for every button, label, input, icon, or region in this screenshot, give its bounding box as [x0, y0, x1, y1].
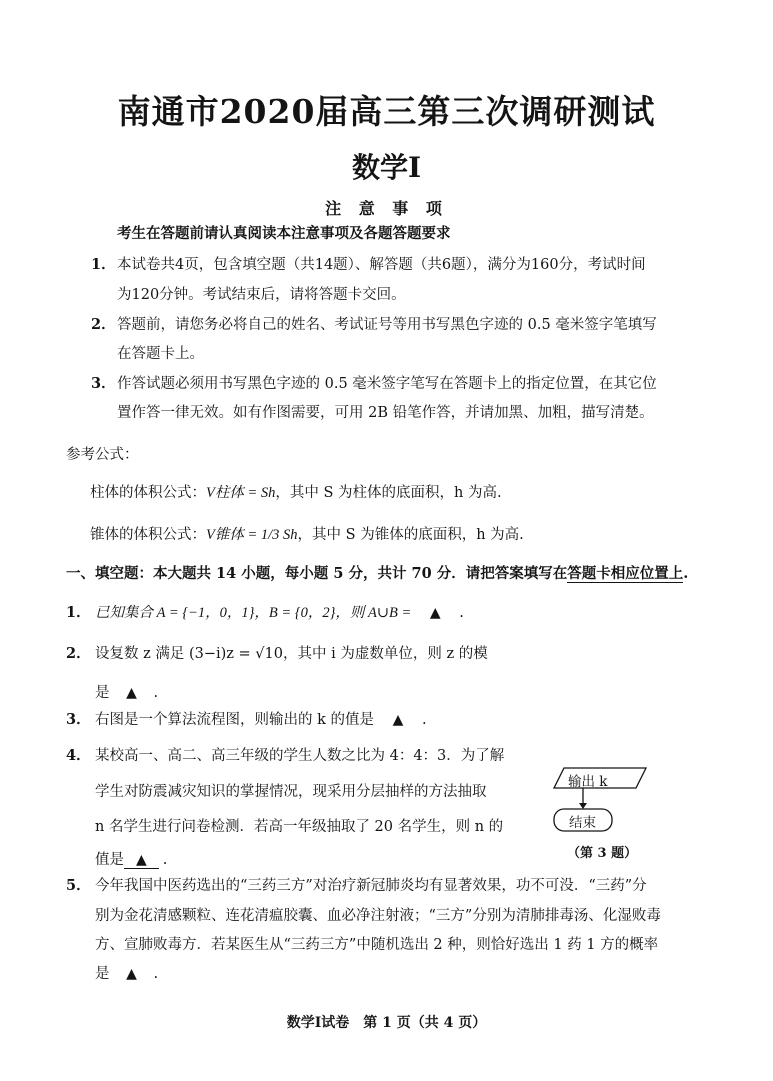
note-3-number: 3．	[91, 375, 116, 392]
q4-line-2: 学生对防震减灾知识的掌握情况，现采用分层抽样的方法抽取	[95, 784, 487, 800]
q2-answer-blank: ▲	[126, 685, 137, 701]
q1-number: 1．	[66, 604, 91, 621]
note-1-line-1: 本试卷共4页，包含填空题（共14题）、解答题（共6题），满分为160分，考试时间	[117, 257, 646, 273]
q3-number: 3．	[66, 711, 91, 728]
q1-answer-blank: ▲	[429, 605, 441, 621]
q2-text: 设复数 z 满足 (3−i)z = √10，其中 i 为虚数单位，则 z 的模	[95, 646, 488, 662]
flowchart-end-label: 结束	[569, 815, 596, 831]
cylinder-formula-line	[90, 481, 502, 502]
q3-end: .	[422, 712, 427, 728]
page-footer: 数学Ⅰ试卷 第 1 页（共 4 页）	[286, 1015, 487, 1031]
q1-text: 已知集合 A = {−1，0，1}，B = {0，2}，则 A∪B =	[95, 605, 412, 621]
section-1-heading-end: .	[683, 565, 689, 582]
q2-number: 2．	[66, 645, 91, 662]
section-1-heading-underlined: 答题卡相应位置上	[567, 565, 684, 582]
section-1-heading-prefix: 一、填空题：本大题共 14 小题，每小题 5 分，共计 70 分．请把答案填写在	[66, 565, 568, 582]
notice-heading: 注 意 事 项	[325, 199, 448, 218]
q2-end: .	[153, 685, 159, 701]
instruction-line: 考生在答题前请认真阅读本注意事项及各题答题要求	[117, 225, 451, 242]
q3-text: 右图是一个算法流程图，则输出的 k 的值是	[95, 712, 375, 728]
q1-end: .	[459, 605, 464, 621]
q2-line-2	[95, 681, 158, 702]
flowchart-output-label: 输出 k	[568, 774, 608, 790]
q5-number: 5．	[66, 877, 91, 894]
q4-line-3: n 名学生进行问卷检测．若高一年级抽取了 20 名学生，则 n 的	[95, 819, 504, 835]
page-title: 南通市2020届高三第三次调研测试	[117, 92, 656, 131]
cone-formula: V锥体 = 1/3 Sh	[206, 527, 298, 543]
cone-formula-line	[90, 523, 524, 544]
note-1-number: 1．	[91, 256, 116, 273]
subject-title: 数学Ⅰ	[351, 151, 422, 184]
section-1-heading	[66, 562, 688, 583]
note-2-line-2: 在答题卡上。	[117, 346, 204, 362]
q3-answer-blank: ▲	[392, 712, 404, 728]
note-3-line-2: 置作答一律无效。如有作图需要，可用 2B 铅笔作答，并请加黑、加粗，描写清楚。	[117, 405, 654, 421]
note-3-line-1: 作答试题必须用书写黑色字迹的 0.5 毫米签字笔写在答题卡上的指定位置，在其它位	[117, 376, 657, 392]
cone-formula-suffix: ，其中 S 为锥体的底面积，h 为高.	[297, 527, 524, 543]
q1-line	[95, 601, 464, 622]
q2-line-2-text: 是	[95, 685, 110, 701]
q4-end: .	[162, 852, 168, 868]
cylinder-formula-prefix: 柱体的体积公式：	[90, 485, 206, 501]
q5-line-2: 别为金花清感颗粒、连花清瘟胶囊、血必净注射液；“三方”分别为清肺排毒汤、化湿败毒	[95, 908, 661, 924]
q5-line-4-text: 是	[95, 966, 110, 982]
q4-line-4-text: 值是	[95, 852, 124, 868]
q4-line-4	[95, 848, 167, 869]
cylinder-formula: V柱体 = Sh	[206, 485, 276, 501]
note-1-line-2: 为120分钟。考试结束后，请将答题卡交回。	[117, 287, 406, 303]
note-2-line-1: 答题前，请您务必将自己的姓名、考试证号等用书写黑色字迹的 0.5 毫米签字笔填写	[117, 317, 657, 333]
q4-answer-blank: ▲	[124, 852, 159, 869]
q5-line-1: 今年我国中医药选出的“三药三方”对治疗新冠肺炎均有显著效果，功不可没．“三药”分	[95, 878, 647, 894]
flowchart-arrow-head	[579, 803, 587, 809]
cylinder-formula-suffix: ，其中 S 为柱体的底面积，h 为高.	[275, 485, 502, 501]
q5-end: .	[153, 966, 159, 982]
q5-answer-blank: ▲	[126, 966, 137, 982]
q5-line-4	[95, 962, 158, 983]
flowchart-caption: （第 3 题）	[567, 846, 638, 861]
note-2-number: 2．	[91, 316, 116, 333]
formula-label: 参考公式：	[66, 447, 139, 463]
q4-line-1: 某校高一、高二、高三年级的学生人数之比为 4：4：3．为了解	[95, 748, 505, 764]
cone-formula-prefix: 锥体的体积公式：	[90, 527, 206, 543]
q3-line	[95, 708, 427, 729]
q4-number: 4．	[66, 747, 91, 764]
q5-line-3: 方、宣肺败毒方．若某医生从“三药三方”中随机选出 2 种，则恰好选出 1 药 1 方的概率	[95, 937, 659, 953]
